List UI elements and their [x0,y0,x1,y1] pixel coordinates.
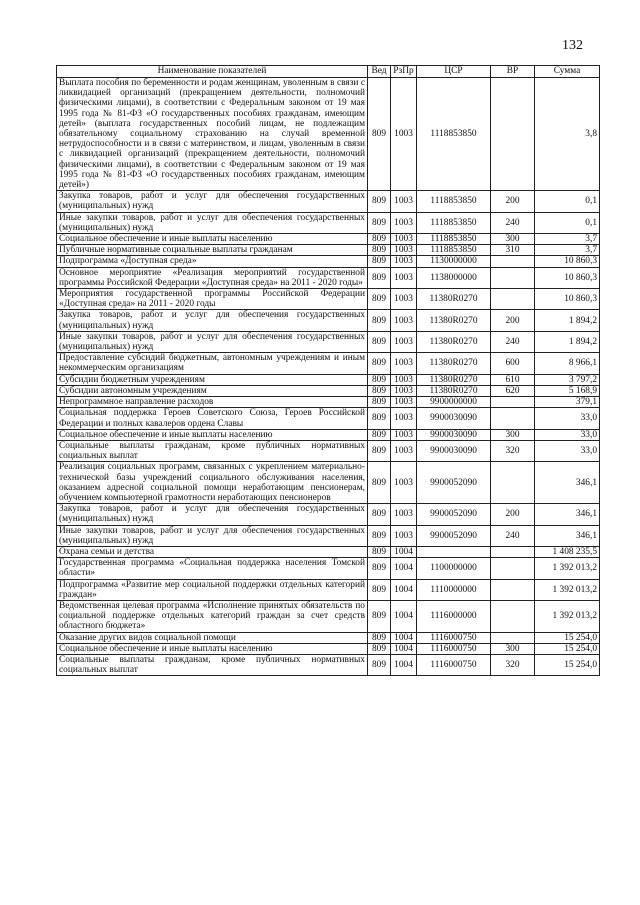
table-row [57,558,600,579]
cell-sum: 33,0 [535,429,600,440]
cell-ved: 809 [368,504,391,525]
table-row [57,212,600,233]
cell-name: Основное мероприятие «Реализация мероприятий государственной программы Российской Федерации «Доступная среда» на 2011 - 2020 годы» [57,267,368,288]
table-row [57,462,600,504]
cell-csr: 1118853850 [417,78,491,191]
cell-sum: 1 408 235,5 [535,546,600,557]
cell-sum: 15 254,0 [535,643,600,654]
cell-rzpr: 1003 [391,267,417,288]
cell-name: Закупка товаров, работ и услуг для обеспечения государственных (муниципальных) нужд [57,310,368,331]
cell-ved: 809 [368,397,391,408]
cell-rzpr: 1003 [391,331,417,352]
cell-ved: 809 [368,440,391,461]
table-header-row [57,66,600,78]
table-row [57,643,600,654]
table-row [57,600,600,632]
cell-rzpr: 1004 [391,579,417,600]
cell-sum: 3,8 [535,78,600,191]
cell-vr [491,632,535,643]
cell-sum: 1 392 013,2 [535,558,600,579]
table-row [57,504,600,525]
cell-csr: 1116000750 [417,654,491,675]
cell-name: Ведомственная целевая программа «Исполнение принятых обязательств по социальной поддержке отдельных категорий граждан за счет средств областного бюджета» [57,600,368,632]
cell-vr: 200 [491,504,535,525]
cell-ved: 809 [368,331,391,352]
cell-sum: 346,1 [535,525,600,546]
cell-name: Закупка товаров, работ и услуг для обеспечения государственных (муниципальных) нужд [57,504,368,525]
cell-rzpr: 1004 [391,654,417,675]
cell-name: Социальное обеспечение и иные выплаты населению [57,234,368,245]
cell-rzpr: 1004 [391,558,417,579]
table-row [57,429,600,440]
cell-ved: 809 [368,289,391,310]
cell-sum: 15 254,0 [535,654,600,675]
cell-name: Подпрограмма «Доступная среда» [57,256,368,267]
cell-vr [491,462,535,504]
cell-sum: 5 168,9 [535,385,600,396]
table-row [57,525,600,546]
cell-name: Предоставление субсидий бюджетным, автономным учреждениям и иным некоммерческим организациям [57,353,368,374]
cell-ved: 809 [368,654,391,675]
cell-ved: 809 [368,374,391,385]
cell-sum: 1 392 013,2 [535,579,600,600]
cell-sum: 8 966,1 [535,353,600,374]
cell-csr: 1118853850 [417,191,491,212]
cell-vr [491,600,535,632]
table-row [57,234,600,245]
cell-ved: 809 [368,429,391,440]
cell-ved: 809 [368,385,391,396]
cell-name: Иные закупки товаров, работ и услуг для обеспечения государственных (муниципальных) нужд [57,525,368,546]
table-row [57,374,600,385]
cell-rzpr: 1003 [391,525,417,546]
table-row [57,397,600,408]
cell-rzpr: 1003 [391,408,417,429]
cell-rzpr: 1003 [391,504,417,525]
cell-name: Социальная поддержка Героев Советского Союза, Героев Российской Федерации и полных кавалеров ордена Славы [57,408,368,429]
cell-sum: 346,1 [535,462,600,504]
table-row [57,579,600,600]
cell-name: Субсидии автономным учреждениям [57,385,368,396]
cell-csr: 9900030090 [417,440,491,461]
cell-vr [491,408,535,429]
cell-name: Закупка товаров, работ и услуг для обеспечения государственных (муниципальных) нужд [57,191,368,212]
cell-ved: 809 [368,191,391,212]
cell-vr: 300 [491,643,535,654]
cell-ved: 809 [368,256,391,267]
cell-vr: 620 [491,385,535,396]
cell-sum: 10 860,3 [535,267,600,288]
cell-rzpr: 1003 [391,256,417,267]
cell-sum: 0,1 [535,212,600,233]
cell-sum: 1 894,2 [535,310,600,331]
header-ved: Вед [368,66,391,78]
table-row [57,78,600,191]
cell-csr [417,546,491,557]
cell-csr: 1118853850 [417,245,491,256]
cell-name: Социальное обеспечение и иные выплаты населению [57,429,368,440]
header-csr: ЦСР [417,66,491,78]
cell-rzpr: 1003 [391,78,417,191]
cell-rzpr: 1003 [391,234,417,245]
cell-rzpr: 1003 [391,440,417,461]
cell-rzpr: 1004 [391,632,417,643]
cell-vr [491,289,535,310]
header-rzpr: РзПр [391,66,417,78]
cell-csr: 9900052090 [417,504,491,525]
cell-rzpr: 1003 [391,212,417,233]
cell-sum: 3,7 [535,234,600,245]
cell-vr: 200 [491,191,535,212]
cell-name: Публичные нормативные социальные выплаты гражданам [57,245,368,256]
cell-ved: 809 [368,462,391,504]
cell-name: Социальные выплаты гражданам, кроме публичных нормативных социальных выплат [57,440,368,461]
cell-rzpr: 1003 [391,397,417,408]
cell-sum: 10 860,3 [535,289,600,310]
cell-vr: 300 [491,429,535,440]
cell-sum: 379,1 [535,397,600,408]
cell-ved: 809 [368,600,391,632]
cell-ved: 809 [368,632,391,643]
cell-sum: 3 797,2 [535,374,600,385]
cell-name: Иные закупки товаров, работ и услуг для обеспечения государственных (муниципальных) нужд [57,212,368,233]
cell-rzpr: 1003 [391,374,417,385]
cell-name: Иные закупки товаров, работ и услуг для обеспечения государственных (муниципальных) нужд [57,331,368,352]
cell-vr: 240 [491,331,535,352]
cell-name: Реализация социальных программ, связанных с укреплением материально-технической базы учреждений социального обслуживания населения, оказанием адресной социальной помощи неработающим пенсионерам, обучением компьютерной грамотности неработающих пенсионеров [57,462,368,504]
cell-csr: 11380R0270 [417,310,491,331]
cell-csr: 1100000000 [417,558,491,579]
cell-vr: 320 [491,440,535,461]
table-row [57,385,600,396]
cell-csr: 11380R0270 [417,374,491,385]
cell-rzpr: 1003 [391,310,417,331]
header-vr: ВР [491,66,535,78]
cell-vr [491,256,535,267]
cell-vr [491,397,535,408]
cell-rzpr: 1003 [391,245,417,256]
table-row [57,408,600,429]
cell-vr [491,558,535,579]
cell-name: Государственная программа «Социальная поддержка населения Томской области» [57,558,368,579]
cell-csr: 1116000750 [417,643,491,654]
page-number: 132 [562,38,583,53]
cell-name: Охрана семьи и детства [57,546,368,557]
cell-rzpr: 1003 [391,462,417,504]
cell-csr: 1116000750 [417,632,491,643]
cell-vr [491,78,535,191]
cell-name: Выплата пособия по беременности и родам женщинам, уволенным в связи с ликвидацией организаций (прекращением деятельности, полномочий физическими лицами), в соответствии с Федеральным законом от 19 мая 1995 года № 81-ФЗ «О государственных пособиях гражданам, имеющим детей» (выплата государственных пособий лицам, не подлежащим обязательному социальному страхованию на случай временной нетрудоспособности и в связи с материнством, и лицам, уволенным в связи с ликвидацией организаций (прекращением деятельности, полномочий физическими лицами), в соответствии с Федеральным законом от 19 мая 1995 года № 81-ФЗ «О государственных пособиях гражданам, имеющим детей») [57,78,368,191]
cell-csr: 11380R0270 [417,353,491,374]
cell-vr [491,267,535,288]
cell-sum: 346,1 [535,504,600,525]
cell-ved: 809 [368,546,391,557]
cell-csr: 1116000000 [417,600,491,632]
cell-vr: 600 [491,353,535,374]
cell-csr: 11380R0270 [417,385,491,396]
cell-rzpr: 1004 [391,600,417,632]
cell-csr: 1110000000 [417,579,491,600]
cell-ved: 809 [368,525,391,546]
cell-name: Субсидии бюджетным учреждениям [57,374,368,385]
cell-csr: 9900052090 [417,462,491,504]
cell-rzpr: 1003 [391,385,417,396]
cell-csr: 1138000000 [417,267,491,288]
cell-csr: 9900052090 [417,525,491,546]
cell-vr [491,579,535,600]
table-row [57,331,600,352]
cell-ved: 809 [368,245,391,256]
cell-rzpr: 1003 [391,191,417,212]
cell-ved: 809 [368,310,391,331]
cell-name: Оказание других видов социальной помощи [57,632,368,643]
cell-ved: 809 [368,234,391,245]
header-sum: Сумма [535,66,600,78]
cell-name: Социальное обеспечение и иные выплаты населению [57,643,368,654]
cell-vr [491,546,535,557]
table-row [57,267,600,288]
table-row [57,310,600,331]
cell-sum: 1 392 013,2 [535,600,600,632]
cell-ved: 809 [368,267,391,288]
cell-sum: 15 254,0 [535,632,600,643]
cell-name: Подпрограмма «Развитие мер социальной поддержки отдельных категорий граждан» [57,579,368,600]
cell-csr: 9900030090 [417,408,491,429]
cell-vr: 320 [491,654,535,675]
table-row [57,256,600,267]
cell-sum: 0,1 [535,191,600,212]
table-row [57,191,600,212]
cell-csr: 1130000000 [417,256,491,267]
cell-vr: 200 [491,310,535,331]
cell-ved: 809 [368,643,391,654]
cell-sum: 3,7 [535,245,600,256]
cell-ved: 809 [368,353,391,374]
cell-vr: 240 [491,525,535,546]
cell-csr: 11380R0270 [417,289,491,310]
cell-rzpr: 1003 [391,429,417,440]
cell-sum: 10 860,3 [535,256,600,267]
table-row [57,632,600,643]
cell-csr: 11380R0270 [417,331,491,352]
cell-rzpr: 1004 [391,643,417,654]
table-row [57,245,600,256]
cell-csr: 1118853850 [417,212,491,233]
cell-vr: 240 [491,212,535,233]
cell-name: Социальные выплаты гражданам, кроме публичных нормативных социальных выплат [57,654,368,675]
cell-csr: 1118853850 [417,234,491,245]
cell-rzpr: 1003 [391,289,417,310]
cell-name: Мероприятия государственной программы Российской Федерации «Доступная среда» на 2011 - 2020 годы [57,289,368,310]
cell-ved: 809 [368,579,391,600]
cell-name: Непрограммное направление расходов [57,397,368,408]
cell-sum: 33,0 [535,408,600,429]
cell-rzpr: 1004 [391,546,417,557]
cell-sum: 1 894,2 [535,331,600,352]
header-name: Наименование показателей [57,66,368,78]
table-row [57,546,600,557]
cell-ved: 809 [368,408,391,429]
cell-sum: 33,0 [535,440,600,461]
table-row [57,440,600,461]
cell-ved: 809 [368,212,391,233]
cell-csr: 9900000000 [417,397,491,408]
cell-vr: 310 [491,245,535,256]
cell-ved: 809 [368,558,391,579]
cell-vr: 300 [491,234,535,245]
cell-vr: 610 [491,374,535,385]
table-row [57,289,600,310]
cell-csr: 9900030090 [417,429,491,440]
cell-rzpr: 1003 [391,353,417,374]
cell-ved: 809 [368,78,391,191]
budget-table [56,65,600,676]
table-row [57,353,600,374]
table-row [57,654,600,675]
